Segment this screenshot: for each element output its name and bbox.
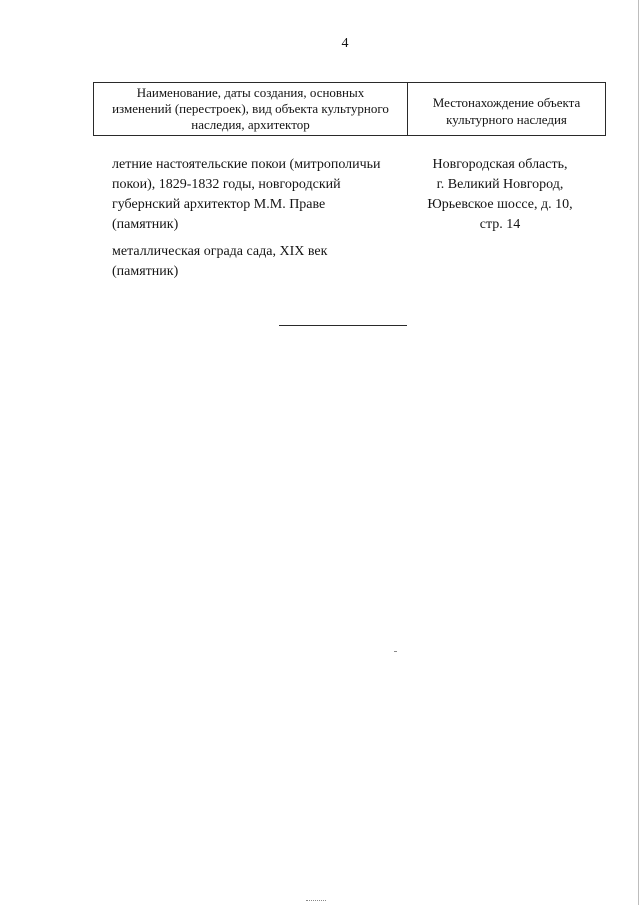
heritage-entry-location: Новгородская область, г. Великий Новгород, Юрьевское шоссе, д. 10, стр. 14 — [427, 157, 573, 232]
header-cell-location-text: Местонахождение объекта культурного наследия — [432, 95, 581, 127]
header-cell-name — [94, 83, 408, 135]
scan-artifact — [394, 651, 397, 652]
scan-artifact — [306, 900, 326, 902]
table-header — [93, 82, 606, 136]
heritage-entry-name: летние настоятельские покои (митрополичьи покои), 1829-1832 годы, новгородский губернский архитектор М.М. Праве (памятник) — [112, 157, 381, 232]
header-cell-name-text: Наименование, даты создания, основных изменений (перестроек), вид объекта культурного наследия, архитектор — [112, 85, 389, 132]
header-cell-location — [408, 83, 605, 135]
page-number: 4 — [341, 36, 349, 51]
end-of-list-rule — [279, 325, 407, 326]
heritage-entry-name: металлическая ограда сада, XIX век (памятник) — [112, 244, 328, 279]
page-edge-line — [638, 0, 639, 905]
